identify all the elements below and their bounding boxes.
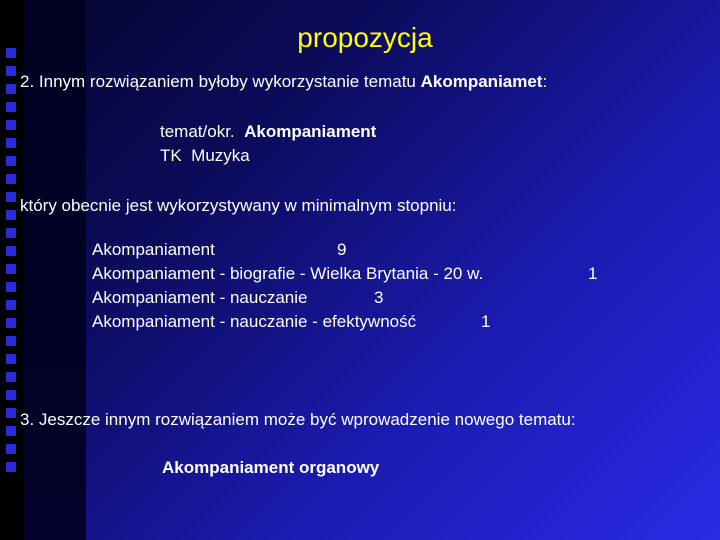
- definition-value-1: Akompaniament: [244, 122, 377, 141]
- new-topic: Akompaniament organowy: [162, 458, 380, 477]
- usage-item: [92, 264, 692, 286]
- point-3: 3. Jeszcze innym rozwiązaniem może być wprowadzenie nowego tematu:: [20, 410, 576, 429]
- usage-item-count: 1: [588, 264, 598, 283]
- usage-intro: który obecnie jest wykorzystywany w minimalnym stopniu:: [20, 196, 457, 215]
- point-2-text: 2. Innym rozwiązaniem byłoby wykorzystanie tematu: [20, 72, 421, 91]
- definition-label-2: TK: [160, 146, 192, 165]
- point-2: [20, 72, 547, 92]
- usage-item-label: Akompaniament - nauczanie - efektywność: [92, 312, 417, 331]
- usage-item: [92, 240, 692, 262]
- definition-value-2: Muzyka: [191, 146, 250, 165]
- usage-item-label: Akompaniament - biografie - Wielka Brytania - 20 w.: [92, 264, 484, 283]
- usage-item-count: 3: [374, 288, 384, 307]
- definition-label-1: temat/okr.: [160, 122, 245, 141]
- point-2-topic: Akompaniamet: [420, 72, 543, 91]
- definition-line-2: [160, 146, 250, 166]
- usage-item-label: Akompaniament: [92, 240, 215, 259]
- slide-title: propozycja: [297, 22, 433, 53]
- usage-item-count: 1: [481, 312, 491, 331]
- usage-item: [92, 312, 692, 334]
- usage-item: [92, 288, 692, 310]
- point-2-suffix: :: [542, 72, 548, 91]
- usage-item-label: Akompaniament - nauczanie: [92, 288, 308, 307]
- usage-item-count: 9: [337, 240, 347, 259]
- definition-line-1: [160, 122, 376, 142]
